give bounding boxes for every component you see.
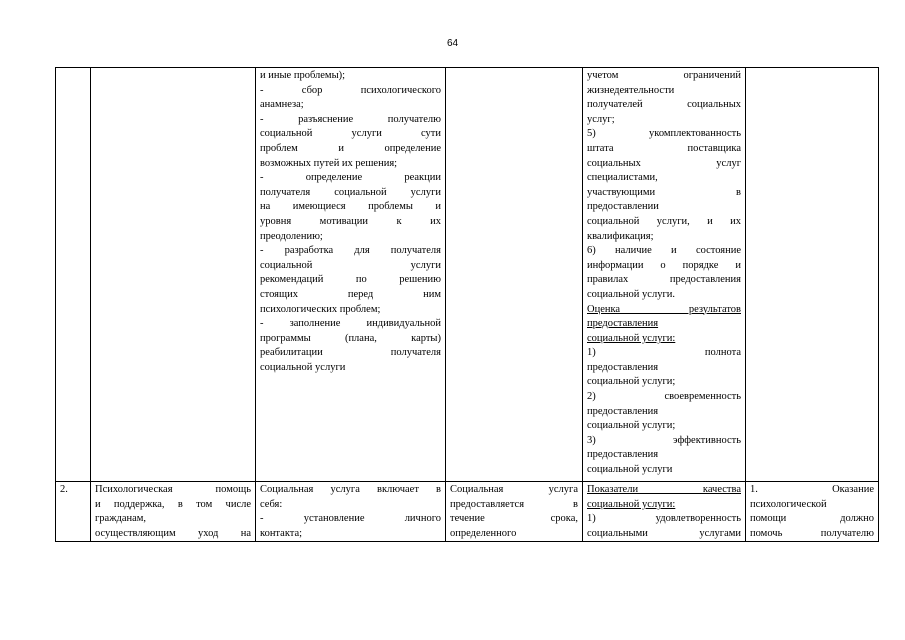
cell-text-line: Социальная услуга <box>450 484 578 495</box>
cell-text-line: предоставления <box>587 318 659 330</box>
cell-text-line: предоставления <box>587 405 659 417</box>
cell-text-line: социальной услуги; <box>587 420 676 432</box>
cell-text-line: Социальная услуга включает в <box>260 484 441 495</box>
cell-row-number <box>56 482 91 542</box>
cell-text-line: 5) укомплектованность <box>587 128 741 140</box>
cell-text-line: осуществляющим уход на <box>95 527 251 539</box>
cell-text-line: Показатели качества <box>587 484 741 495</box>
cell-service-description <box>256 482 446 542</box>
cell-text-line: социальной услуги: <box>587 332 676 344</box>
cell-text-line: программы (плана, карты) <box>260 332 441 344</box>
cell-text-line: 3) эффективность <box>587 434 741 446</box>
cell-text-line: квалификация; <box>587 230 654 242</box>
cell-text-line: участвующими в <box>587 186 741 198</box>
cell-conditions <box>746 482 879 542</box>
cell-text-line: предоставлении <box>587 201 659 213</box>
cell-text-line: реабилитации получателя <box>260 347 441 359</box>
cell-text-line: жизнедеятельности <box>587 84 675 96</box>
cell-text-line: психологических проблем; <box>260 303 381 315</box>
cell-service-term <box>446 482 583 542</box>
cell-text-line: 1) удовлетворенность <box>587 513 741 525</box>
cell-text-line: социальной услуги. <box>587 288 675 300</box>
cell-text-line: проблем и определение <box>260 142 441 154</box>
cell-text-line: психологической <box>750 498 827 510</box>
cell-text-line: 2. <box>60 484 68 495</box>
cell-text-line: предоставляется в <box>450 498 578 510</box>
cell-quality-indicators <box>583 68 746 482</box>
cell-service-name <box>91 68 256 482</box>
cell-text-line: помощи должно <box>750 513 874 525</box>
cell-text-line: информации о порядке и <box>587 259 741 271</box>
cell-text-line: на имеющиеся проблемы и <box>260 201 441 213</box>
cell-text-line: - заполнение индивидуальной <box>260 318 441 330</box>
cell-text-line: предоставления <box>587 449 659 461</box>
cell-text-line: штата поставщика <box>587 142 741 154</box>
cell-text-line: рекомендаций по решению <box>260 274 441 286</box>
cell-service-name <box>91 482 256 542</box>
cell-text-line: социальной услуги <box>587 464 673 476</box>
cell-quality-indicators <box>583 482 746 542</box>
cell-text-line: помочь получателю <box>750 527 874 539</box>
cell-text-line: контакта; <box>260 527 303 539</box>
cell-text-line: предоставления <box>587 361 659 373</box>
cell-text-line: получателя социальной услуги <box>260 186 441 198</box>
cell-text-line: гражданам, <box>95 513 147 525</box>
cell-text-line: получателей социальных <box>587 99 741 111</box>
table-row-continued <box>56 68 879 482</box>
cell-text-line: и поддержка, в том числе <box>95 498 251 510</box>
cell-text-line: возможных путей их решения; <box>260 157 398 169</box>
cell-text-line: социальной услуги сути <box>260 128 441 140</box>
cell-text-line: стоящих перед ним <box>260 288 441 300</box>
cell-text-line: 1. Оказание <box>750 484 874 495</box>
cell-text-line: социальными услугами <box>587 527 741 539</box>
cell-text-line: уровня мотивации к их <box>260 215 441 227</box>
cell-text-line: преодолению; <box>260 230 323 242</box>
cell-text-line: учетом ограничений <box>587 70 741 81</box>
cell-text-line: - разработка для получателя <box>260 245 441 257</box>
cell-text-line: социальной услуги: <box>587 498 676 510</box>
cell-text-line: правилах предоставления <box>587 274 741 286</box>
cell-service-description <box>256 68 446 482</box>
cell-text-line: и иные проблемы); <box>260 70 346 81</box>
cell-conditions <box>746 68 879 482</box>
cell-text-line: анамнеза; <box>260 99 304 111</box>
cell-text-line: себя: <box>260 498 283 510</box>
cell-text-line: 6) наличие и состояние <box>587 245 741 257</box>
cell-text-line: услуг; <box>587 113 615 125</box>
services-table <box>55 67 879 542</box>
cell-text-line: определенного <box>450 527 517 539</box>
cell-text-line: социальной услуги <box>260 361 346 373</box>
cell-text-line: - разъяснение получателю <box>260 113 441 125</box>
cell-service-term <box>446 68 583 482</box>
cell-text-line: Психологическая помощь <box>95 484 251 495</box>
cell-text-line: - сбор психологического <box>260 84 441 96</box>
cell-text-line: - определение реакции <box>260 172 441 184</box>
cell-text-line: 2) своевременность <box>587 391 741 403</box>
cell-text-line: социальной услуги; <box>587 376 676 388</box>
cell-text-line: социальной услуги, и их <box>587 215 741 227</box>
cell-text-line: специалистами, <box>587 172 658 184</box>
cell-text-line: Оценка результатов <box>587 303 741 315</box>
cell-text-line: социальной услуги <box>260 259 441 271</box>
cell-text-line: течение срока, <box>450 513 578 525</box>
table-row-2 <box>56 482 879 542</box>
cell-text-line: 1) полнота <box>587 347 741 359</box>
cell-row-number <box>56 68 91 482</box>
cell-text-line: социальных услуг <box>587 157 741 169</box>
page-number: 64 <box>446 38 459 49</box>
cell-text-line: - установление личного <box>260 513 441 525</box>
